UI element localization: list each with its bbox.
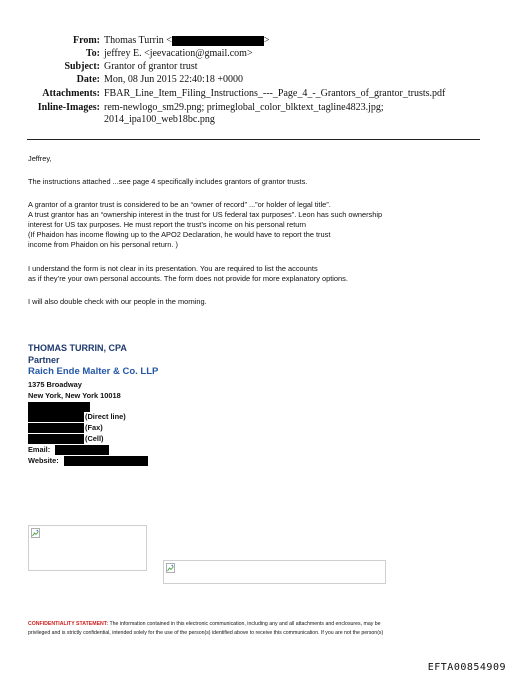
signature-name: THOMAS TURRIN, CPA [28, 343, 127, 353]
greeting: Jeffrey, [28, 154, 52, 163]
from-name: Thomas Turrin < [104, 35, 172, 46]
body-paragraph-4: I will also double check with our people in the morning. [28, 297, 207, 306]
redaction-bar [55, 445, 109, 455]
broken-image-icon [166, 563, 175, 573]
body-paragraph-3-line-1: I understand the form is not clear in its presentation. You are required to list the accounts [28, 264, 318, 273]
broken-image-icon [31, 528, 40, 538]
direct-line-label: (Direct line) [85, 412, 126, 421]
body-paragraph-2-line-3: interest for US tax purposes. He must report the trust’s income on his personal return [28, 220, 306, 229]
redaction-bar [172, 36, 264, 46]
body-paragraph-3-line-2: as if they’re your own personal accounts. The form does not provide for more explanatory options. [28, 274, 348, 283]
signature-address-2: New York, New York 10018 [28, 391, 121, 400]
website-label: Website: [28, 456, 59, 465]
confidentiality-line-2: privileged and is strictly confidential, intended solely for the use of the person(s) identified above to receive this communication. If you are not the person(s) [28, 630, 384, 636]
redaction-bar [28, 423, 84, 433]
subject-label: Subject: [64, 61, 100, 72]
document-id: EFTA00854909 [427, 662, 506, 673]
from-label: From: [72, 35, 100, 46]
from-value [104, 35, 270, 47]
signature-address-1: 1375 Broadway [28, 380, 82, 389]
body-paragraph-2-line-1: A grantor of a grantor trust is considered to be an “owner of record” ...”or holder of legal title”. [28, 200, 331, 209]
redaction-bar [28, 402, 90, 412]
redaction-bar [28, 412, 84, 422]
signature-title: Partner [28, 355, 60, 365]
inline-image-placeholder-1 [28, 525, 147, 571]
inline-images-value-1: rem-newlogo_sm29.png; primeglobal_color_blktext_tagline4823.jpg; [104, 102, 384, 113]
body-paragraph-2-line-2: A trust grantor has an “ownership interest in the trust for US federal tax purposes”. Leon has such ownership [28, 210, 383, 219]
attachments-value: FBAR_Line_Item_Filing_Instructions_---_Page_4_-_Grantors_of_grantor_trusts.pdf [104, 88, 446, 99]
redaction-bar [64, 456, 148, 466]
redaction-bar [28, 434, 84, 444]
email-label: Email: [28, 445, 51, 454]
fax-label: (Fax) [85, 423, 103, 432]
subject-value: Grantor of grantor trust [104, 61, 198, 72]
header-divider [27, 139, 480, 140]
from-close: > [263, 35, 270, 46]
body-paragraph-2-line-4: (If Phaidon has income flowing up to the APO2 Declaration, he would have to report the trust [28, 230, 331, 239]
to-label: To: [85, 48, 100, 59]
date-value: Mon, 08 Jun 2015 22:40:18 +0000 [104, 74, 243, 85]
confidentiality-label: CONFIDENTIALITY STATEMENT: [28, 621, 109, 627]
confidentiality-text-1: The information contained in this electronic communication, including any and all attachments and enclosures, may be [108, 621, 381, 627]
confidentiality-line-1 [28, 620, 381, 628]
cell-label: (Cell) [85, 434, 104, 443]
inline-images-value-2: 2014_ipa100_web18bc.png [104, 114, 215, 125]
inline-image-placeholder-2 [163, 560, 386, 584]
to-value: jeffrey E. <jeevacation@gmail.com> [104, 48, 253, 59]
body-paragraph-1: The instructions attached ...see page 4 specifically includes grantors of grantor trusts. [28, 177, 308, 186]
inline-images-label: Inline-Images: [37, 102, 100, 113]
attachments-label: Attachments: [42, 88, 100, 99]
signature-firm: Raich Ende Malter & Co. LLP [28, 366, 159, 377]
body-paragraph-2-line-5: income from Phaidon on his personal return. ) [28, 240, 178, 249]
date-label: Date: [76, 74, 100, 85]
